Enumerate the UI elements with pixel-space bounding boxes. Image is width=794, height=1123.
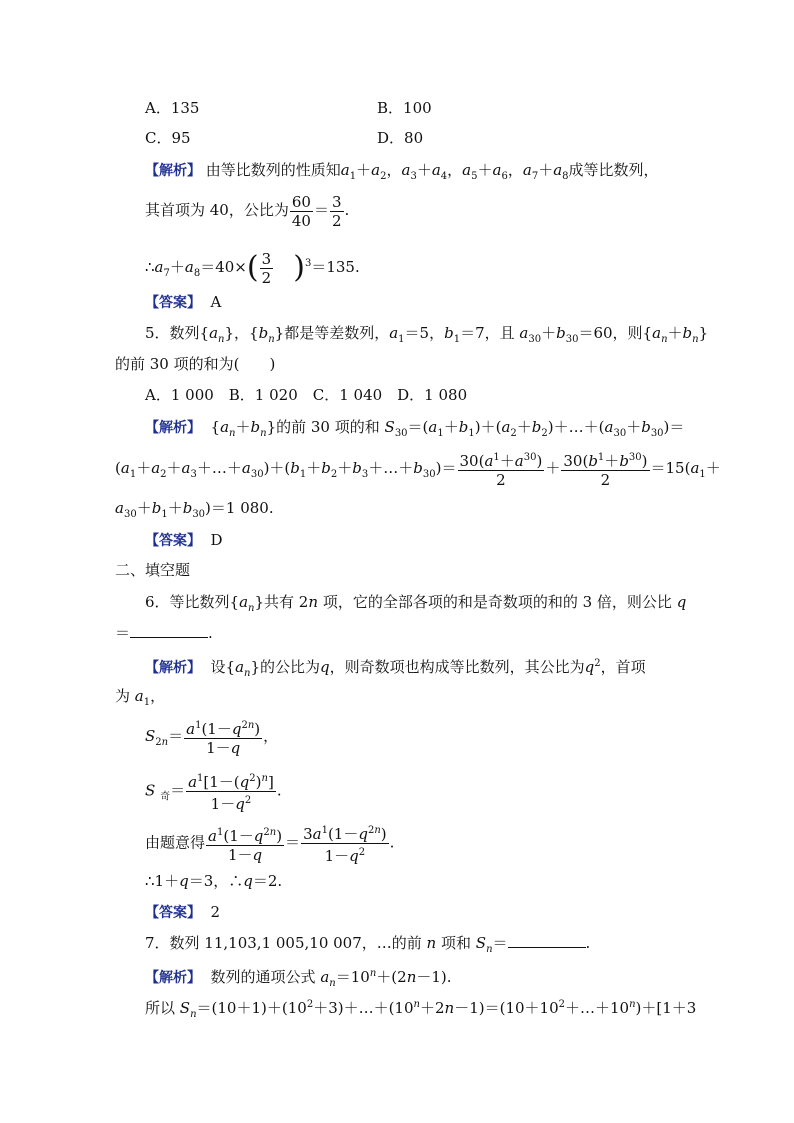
option-a: A．135 (145, 99, 200, 117)
option-c: C．95 (145, 129, 191, 147)
answer-blank[interactable] (130, 623, 208, 638)
q4-calculation: $\therefore a_7+a_8=40\times$( $\frac{3}{2}$ )$^3$＝135. (145, 249, 360, 287)
q5-answer: 【答案】 D (145, 531, 223, 549)
section-heading: 二、填空题 (115, 561, 191, 579)
fraction: $\frac{60}{40}$ (291, 192, 311, 230)
q6-s2n-formula: $S_{2n}=$ $\frac{a^1(1-q^{2n})}{1-q}$ ， (145, 716, 278, 763)
q5-analysis-line-3: $a_{30}+b_1+b_{30})=1$ 080. (115, 499, 274, 520)
analysis-label: 【解析】 (145, 660, 201, 676)
option-d: D．80 (377, 129, 424, 147)
fraction: $\frac{a^1[1-(q^2)^n]}{1-q^2}$ (186, 770, 276, 813)
fraction: $\frac{a^1(1-q^{2n})}{1-q}$ (206, 824, 284, 864)
q6-answer: 【答案】 2 (145, 903, 221, 921)
q5-analysis-line-2: $(a_1+a_2+a_3+\dots+a_{30})+(b_1+b_2+b_3+\dots+b_{30})=$ $\frac{30(a^1+a^{30})}{2}$ ＋ $\frac{30(b^1+b^{30})}{2}$ $=15(a_1+$ (115, 448, 721, 495)
q7-sum: 所以 $S_n=(10+1)+(10^2+3)+\dots+(10^n+2n-1)=(10+10^2+\dots+10^n)+[1+3$ (145, 999, 697, 1020)
q4-answer: 【答案】 A (145, 293, 222, 311)
q4-analysis-line-1: 【解析】 由等比数列的性质知$a_1+a_2$，$a_3+a_4$，$a_5+a_6$，$a_7+a_8$成等比数列， (145, 161, 659, 182)
q6-conclusion: ∴1＋q＝3，∴q＝2. (145, 872, 283, 890)
analysis-label: 【解析】 (145, 420, 201, 436)
fraction: $\frac{3}{2}$ (331, 192, 342, 230)
q6-stem-line-2: ＝ . (115, 624, 213, 642)
answer-label: 【答案】 (145, 295, 201, 311)
answer-label: 【答案】 (145, 905, 201, 921)
q5-analysis-line-1: 【解析】 $\{a_n+b_n\}$的前 30 项的和 $S_{30}=(a_1+b_1)+(a_2+b_2)+\dots+(a_{30}+b_{30})=$ (145, 418, 685, 439)
q6-analysis-line-2: 为 $a_1$， (115, 687, 166, 708)
fraction: $\frac{a^1(1-q^{2n})}{1-q}$ (184, 717, 262, 757)
q6-condition: 由题意得 $\frac{a^1(1-q^{2n})}{1-q}$ ＝ $\frac{3a^1(1-q^{2n})}{1-q^2}$ . (145, 822, 394, 865)
analysis-label: 【解析】 (145, 163, 201, 179)
fraction: $\frac{3}{2}$ (261, 249, 272, 287)
q6-stem-line-1: 6．等比数列$\{a_n\}$共有 2n 项，它的全部各项的和是奇数项的和的 3 倍，则公比 q (145, 593, 687, 614)
fraction: $\frac{30(b^1+b^{30})}{2}$ (561, 449, 649, 489)
fraction: $\frac{30(a^1+a^{30})}{2}$ (458, 449, 545, 489)
q4-analysis-line-2: 其首项为 40，公比为 $\frac{60}{40}$ ＝ $\frac{3}{2}$ . (145, 192, 350, 230)
answer-blank[interactable] (508, 933, 586, 948)
fraction: $\frac{3a^1(1-q^{2n})}{1-q^2}$ (301, 822, 389, 865)
q5-stem-line-1: 5．数列$\{a_n\}$，$\{b_n\}$都是等差数列，$a_1=5$，$b_1=7$，且 $a_{30}+b_{30}=60$，则$\{a_n+b_n\}$ (145, 324, 709, 345)
q6-analysis-line-1: 【解析】 设$\{a_n\}$的公比为q，则奇数项也构成等比数列，其公比为$q^2$，首项 (145, 658, 646, 679)
analysis-label: 【解析】 (145, 970, 201, 986)
q5-options: A．1 000 B．1 020 C．1 040 D．1 080 (145, 386, 468, 404)
q6-sodd-formula: S $_奇$＝ $\frac{a^1[1-(q^2)^n]}{1-q^2}$ . (145, 770, 282, 818)
q7-stem: 7．数列 11,103,1 005,10 007，…的前 n 项和 $S_n=$ . (145, 934, 591, 955)
option-b: B．100 (377, 99, 432, 117)
answer-label: 【答案】 (145, 533, 201, 549)
q5-stem-line-2: 的前 30 项的和为( ) (115, 355, 276, 373)
q7-analysis: 【解析】 数列的通项公式 $a_n=10^n+(2n-1)$. (145, 968, 452, 989)
